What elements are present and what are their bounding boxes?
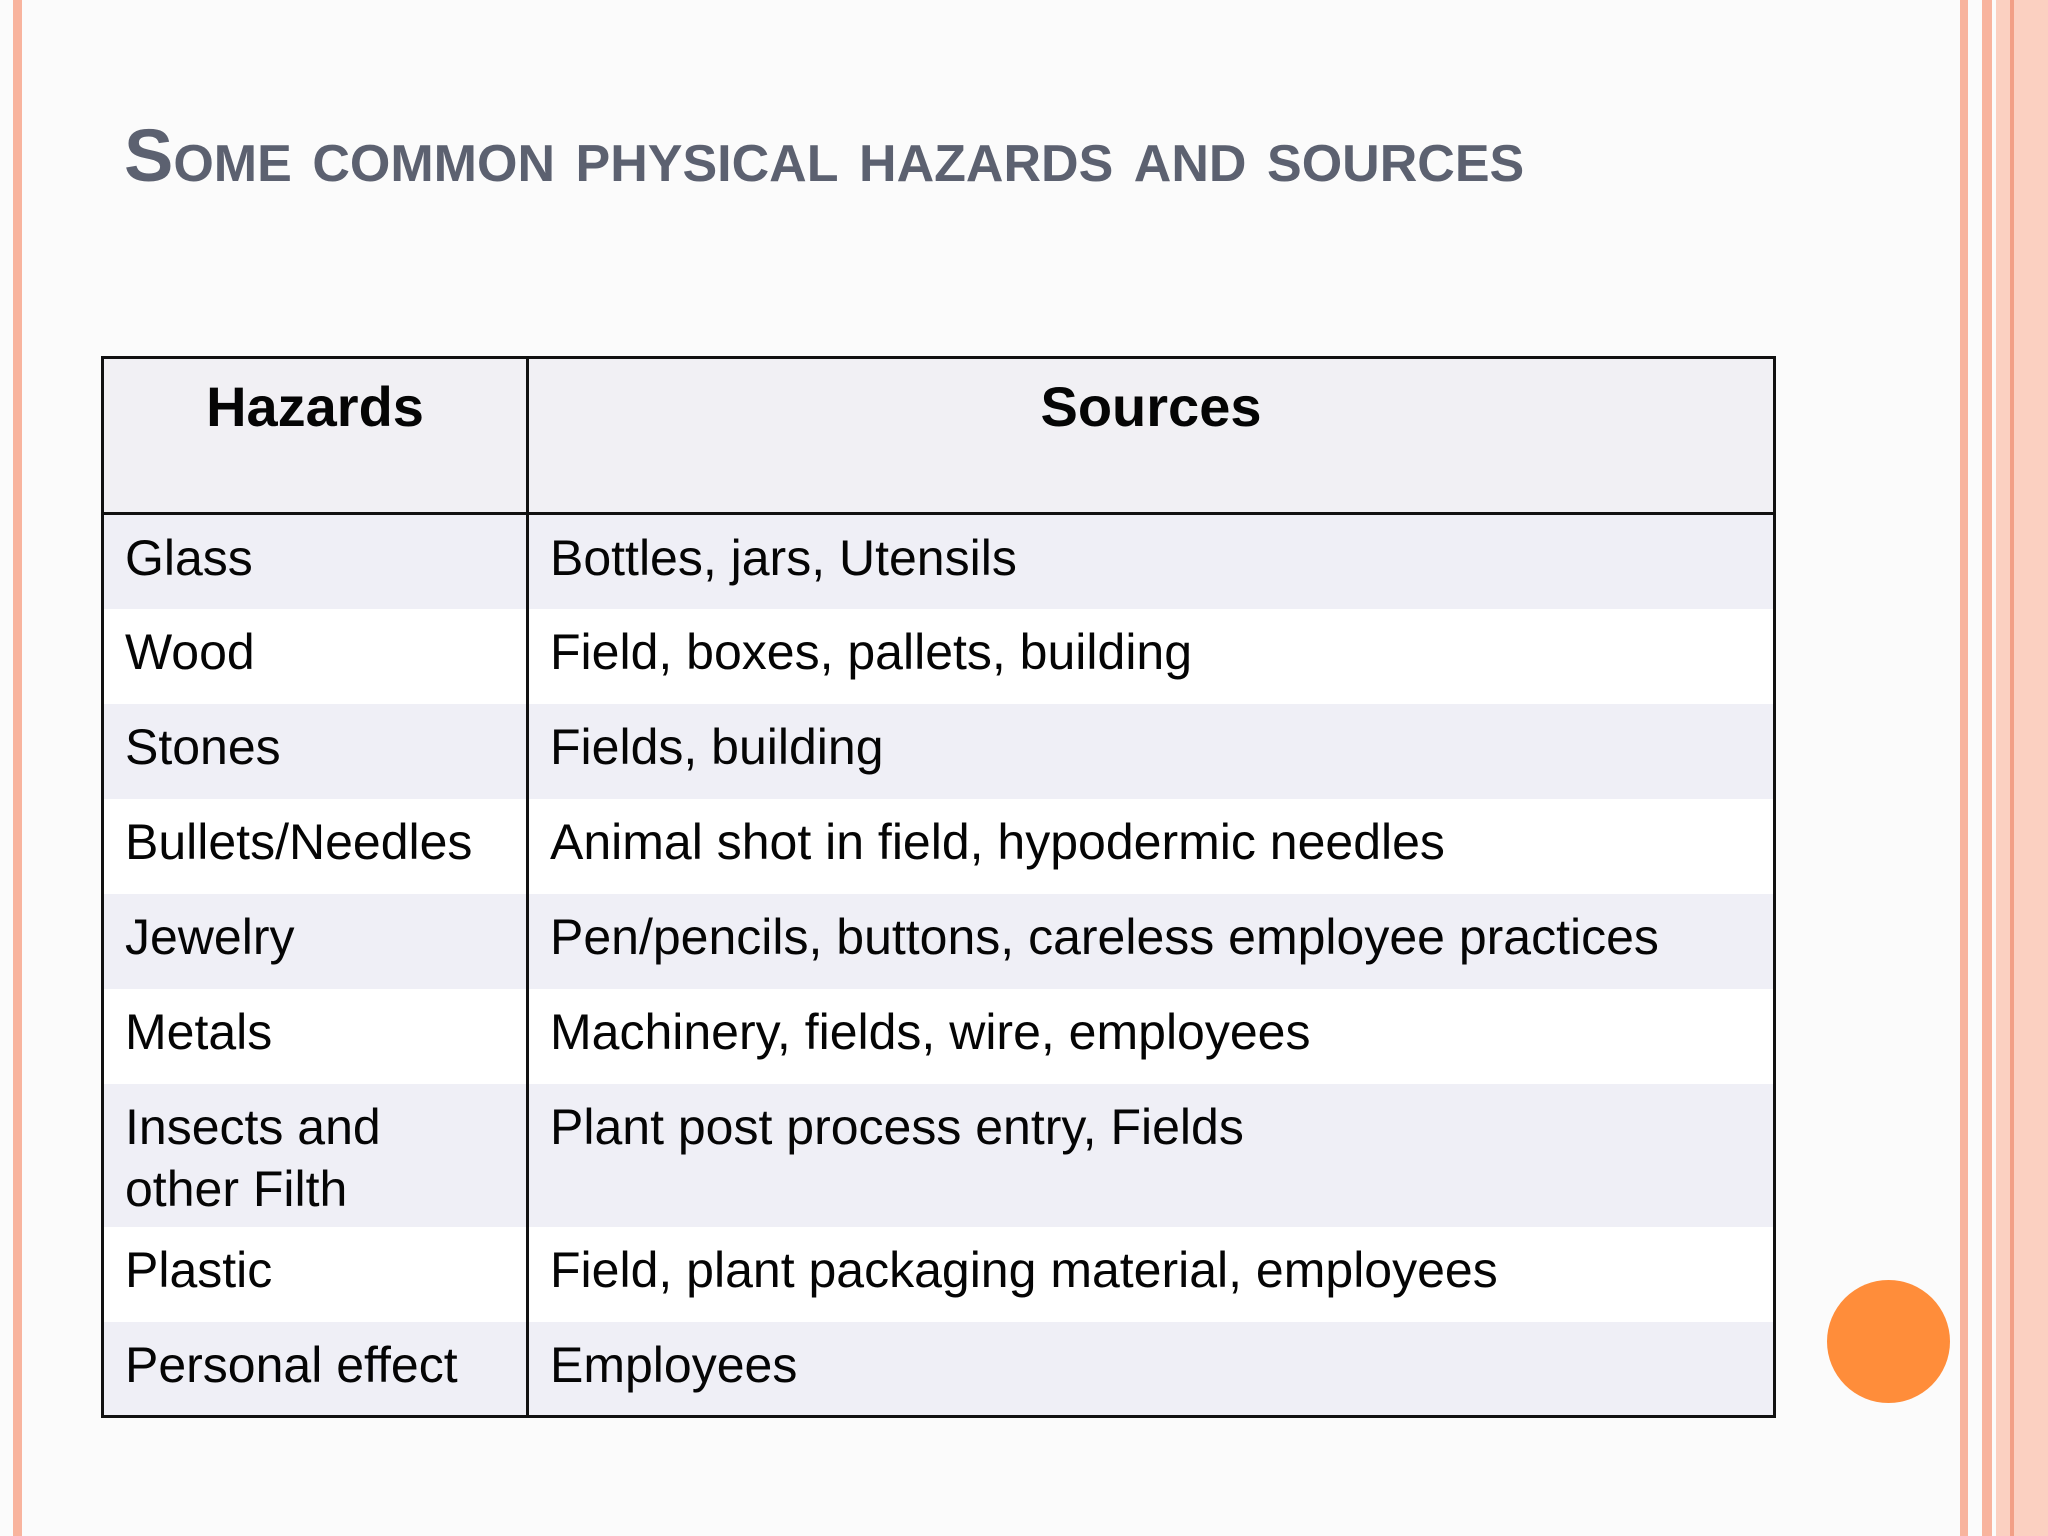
sources-column-header: Sources: [528, 358, 1775, 514]
hazard-cell: Wood: [103, 609, 528, 704]
source-cell: Plant post process entry, Fields: [528, 1084, 1775, 1227]
orange-circle-decoration: [1827, 1280, 1950, 1403]
source-cell: Employees: [528, 1322, 1775, 1417]
hazard-cell: Bullets/Needles: [103, 799, 528, 894]
table-row: [103, 1322, 1775, 1417]
hazards-table: [101, 356, 1776, 1418]
right-decorative-band: [1996, 0, 2048, 1536]
table-header-row: [103, 358, 1775, 514]
slide-title: Some common physical hazards and sources: [124, 114, 1525, 197]
source-cell: Bottles, jars, Utensils: [528, 514, 1775, 609]
source-cell: Pen/pencils, buttons, careless employee practices: [528, 894, 1775, 989]
source-cell: Animal shot in field, hypodermic needles: [528, 799, 1775, 894]
right-decorative-stripe: [1982, 0, 1992, 1536]
hazard-cell: Insects and other Filth: [103, 1084, 528, 1227]
source-cell: Field, boxes, pallets, building: [528, 609, 1775, 704]
hazard-cell: Plastic: [103, 1227, 528, 1322]
hazards-column-header: Hazards: [103, 358, 528, 514]
source-cell: Field, plant packaging material, employees: [528, 1227, 1775, 1322]
hazard-cell: Jewelry: [103, 894, 528, 989]
table-row: [103, 704, 1775, 799]
table-row: [103, 989, 1775, 1084]
left-decorative-stripe: [13, 0, 22, 1536]
source-cell: Fields, building: [528, 704, 1775, 799]
hazard-cell: Glass: [103, 514, 528, 609]
table-row: [103, 799, 1775, 894]
hazard-cell: Personal effect: [103, 1322, 528, 1417]
table-row: [103, 894, 1775, 989]
table-row: [103, 1084, 1775, 1227]
table-row: [103, 609, 1775, 704]
hazard-cell: Metals: [103, 989, 528, 1084]
right-decorative-line: [2010, 0, 2014, 1536]
hazard-cell: Stones: [103, 704, 528, 799]
source-cell: Machinery, fields, wire, employees: [528, 989, 1775, 1084]
table-row: [103, 1227, 1775, 1322]
table-row: [103, 514, 1775, 609]
right-decorative-stripe: [1960, 0, 1968, 1536]
